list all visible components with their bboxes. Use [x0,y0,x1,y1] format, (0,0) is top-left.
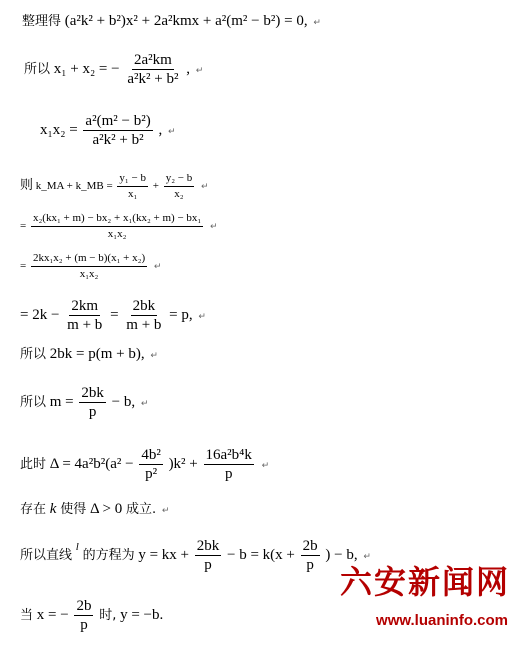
product-lhs: x₁x₂ = [40,121,78,138]
text-suoyi: 所以 [20,394,47,410]
equation-line-3 [40,113,176,148]
line13-numerator: 2b [76,598,92,614]
slope-fraction-2 [164,172,195,201]
line7-numerator-2: 2bk [132,298,156,314]
delta-lhs: Δ = 4a²b²(a² − [49,455,134,472]
line12-numerator-1: 2bk [196,538,220,554]
slope1-denominator: x₁ [128,188,138,200]
text-shi: 时, [99,607,117,623]
delta-fraction-2 [204,447,254,482]
plus-sign: + [152,180,159,193]
line13-tail: y = −b. [120,606,164,623]
equation-line-2 [24,52,203,87]
simplified-fraction [31,252,147,281]
sum-numerator: 2a²km [134,52,172,68]
text-suoyi-zhixian: 所以直线 [20,547,73,563]
return-mark: ↵ [198,311,206,322]
line13-lhs: x = − [36,606,69,623]
slope1-numerator: y₁ − b [117,172,148,187]
line9-numerator: 2bk [81,385,104,401]
equation-line-8 [20,345,158,365]
slope-fraction-1 [117,172,148,201]
watermark-logo: 六安新闻网 [339,563,510,601]
line12-numerator-2: 2b [302,538,318,554]
text-suoyi: 所以 [20,347,47,362]
delta-numerator-1: 4b² [141,447,161,463]
equation-line-6 [20,252,161,281]
sum-fraction [125,52,180,87]
return-mark: ↵ [161,506,170,516]
line7-fraction-2 [124,298,163,333]
equals-sign: = [20,260,27,273]
return-mark: ↵ [195,65,204,76]
line7-tail: = p, [169,306,193,323]
line7-denominator-1: m + b [67,317,103,333]
return-mark: ↵ [210,222,218,233]
text-chengli: 成立. [125,502,157,517]
expanded-numerator: x₂(kx₁ + m) − bx₂ + x₁(kx₂ + m) − bx₁ [31,212,203,227]
simplified-denominator: x₁x₂ [79,268,99,280]
sum-denominator: a²k² + b² [127,71,179,87]
text-shide: 使得 [60,502,87,517]
equation-line-9 [20,385,148,420]
line7-denominator-2: m + b [126,317,162,333]
equation-line-10 [20,447,269,482]
line7-equals: = [110,306,119,323]
return-mark: ↵ [261,460,270,471]
text-dang: 当 [20,607,34,623]
line12-fraction-1 [195,538,222,573]
line9-fraction [79,385,106,420]
variable-k: k [49,501,57,517]
line7-numerator-1: 2km [71,298,99,314]
text-zhengli: 整理得 [22,14,62,29]
watermark-url: www.luaninfo.com [376,612,508,629]
variable-l: l [75,541,79,553]
line13-denominator: p [80,617,88,633]
line9-denominator: p [88,404,97,420]
product-numerator: a²(m² − b²) [85,113,151,129]
return-mark: ↵ [140,398,149,409]
return-mark: ↵ [167,126,176,137]
equation-line-13 [20,598,163,633]
line8-equation: 2bk = p(m + b), [49,346,145,362]
line12-denominator-1: p [204,557,212,573]
text-cunzai: 存在 [20,502,47,517]
delta-numerator-2: 16a²b⁴k [205,447,252,463]
text-ze: 则 [20,178,34,194]
return-mark: ↵ [363,551,371,562]
expanded-fraction [31,212,203,241]
product-fraction [83,113,152,148]
line12-fraction-2 [301,538,320,573]
equation-line-1 [22,12,321,32]
delta-denominator-2: p [224,466,233,482]
line12-lhs: y = kx + [138,546,190,563]
text-suoyi: 所以 [24,61,51,77]
equation-line-4 [20,172,209,201]
expanded-denominator: x₁x₂ [107,228,127,240]
slope2-denominator: x₂ [174,188,184,200]
text-fangcheng: 的方程为 [82,547,135,563]
simplified-numerator: 2kx₁x₂ + (m − b)(x₁ + x₂) [31,252,147,267]
equation-line-5 [20,212,218,241]
line9-lhs: m = [49,393,74,410]
line12-tail: ) − b, [325,546,358,563]
quadratic-equation: (a²k² + b²)x² + 2a²kmx + a²(m² − b²) = 0, [64,13,308,29]
slope-sum-lhs: k_MA + k_MB = [35,180,113,193]
slope2-numerator: y₂ − b [164,172,195,187]
product-denominator: a²k² + b² [92,132,144,148]
equation-line-7 [20,298,206,333]
return-mark: ↵ [150,351,158,361]
delta-positive: Δ > 0 [89,501,123,517]
return-mark: ↵ [153,262,162,273]
product-tail: , [158,121,163,138]
equation-line-12 [20,538,371,573]
line7-fraction-1 [65,298,104,333]
line12-denominator-2: p [306,557,314,573]
line12-middle: − b = k(x + [227,546,295,563]
line7-prefix: = 2k − [20,306,60,323]
delta-fraction-1 [139,447,163,482]
return-mark: ↵ [313,18,321,28]
text-cishi: 此时 [20,456,47,472]
sum-tail: , [186,60,190,77]
delta-middle: )k² + [168,455,198,472]
equation-line-11 [20,500,169,520]
line9-tail: − b, [111,393,136,410]
line13-fraction [74,598,93,633]
equals-sign: = [20,220,27,233]
return-mark: ↵ [200,182,209,193]
sum-lhs: x₁ + x₂ = − [53,60,120,77]
delta-denominator-1: p² [145,466,158,482]
